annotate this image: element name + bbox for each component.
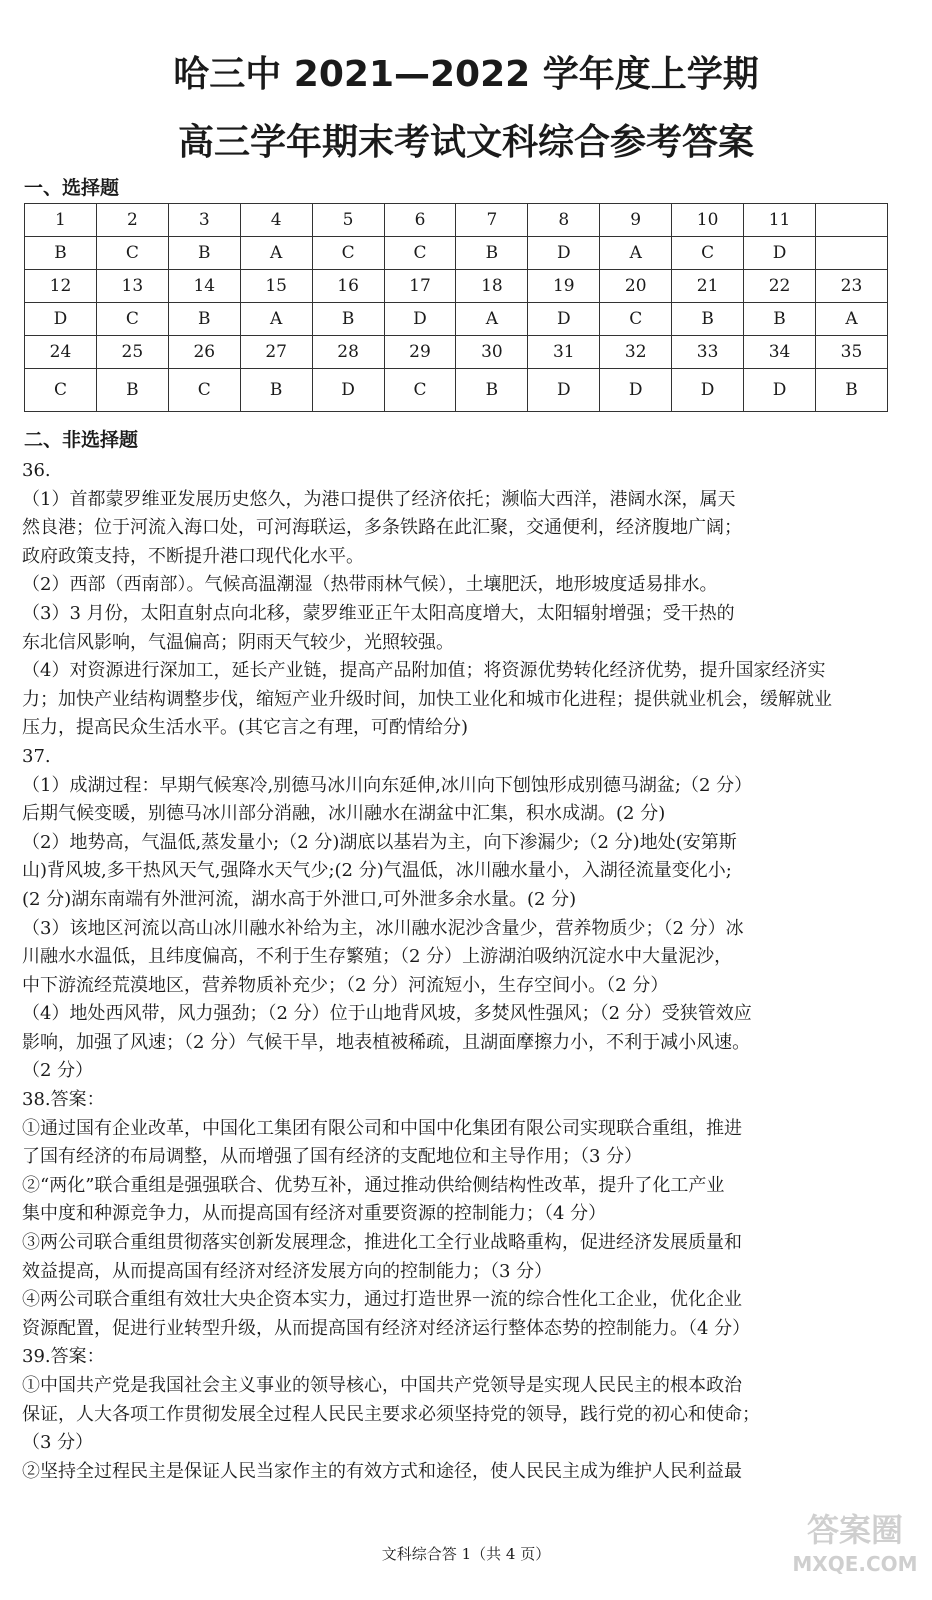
answer-cell: D [744, 369, 816, 412]
answer-text-line: （3）3 月份，太阳直射点向北移，蒙罗维亚正午太阳高度增大，太阳辐射增强；受干热的 [22, 602, 735, 624]
answer-text-line: 力；加快产业结构调整步伐，缩短产业升级时间，加快工业化和城市化进程；提供就业机会，缓解就业 [22, 688, 832, 710]
answer-text-line: （1）首都蒙罗维亚发展历史悠久，为港口提供了经济依托；濒临大西洋，港阔水深，属天 [22, 488, 736, 510]
answer-text-line: ③两公司联合重组贯彻落实创新发展理念，推进化工全行业战略重构，促进经济发展质量和 [22, 1232, 742, 1254]
answer-text-line: 东北信风影响，气温偏高；阴雨天气较少，光照较强。 [22, 631, 454, 653]
answer-text-line: ②“两化”联合重组是强强联合、优势互补，通过推动供给侧结构性改革，提升了化工产业 [22, 1174, 725, 1196]
title-line-1: 哈三中 2021—2022 学年度上学期 [173, 54, 759, 95]
answer-cell: C [168, 369, 240, 412]
question-number-cell: 8 [528, 204, 600, 237]
section-heading-nonchoice: 二、非选择题 [24, 429, 139, 451]
question-number-cell: 2 [96, 204, 168, 237]
answer-text-line: 后期气候变暖，别德马冰川部分消融，冰川融水在湖盆中汇集，积水成湖。(2 分) [22, 803, 666, 825]
question-number-cell: 10 [672, 204, 744, 237]
question-number-cell: 9 [600, 204, 672, 237]
answer-text-line: 影响，加强了风速；（2 分）气候干旱，地表植被稀疏，且湖面摩擦力小，不利于减小风速。 [22, 1031, 751, 1053]
answer-text-line: 保证，人大各项工作贯彻发展全过程人民民主要求必须坚持党的领导，践行党的初心和使命； [22, 1403, 760, 1425]
answer-cell: A [600, 237, 672, 270]
answer-cell: D [672, 369, 744, 412]
watermark-text: 答案圈 [806, 1511, 903, 1549]
answer-cell: A [456, 303, 528, 336]
answer-cell: A [815, 303, 887, 336]
answer-cell: B [672, 303, 744, 336]
question-number-cell: 35 [815, 336, 887, 369]
answer-text-line: ④两公司联合重组有效壮大央企资本实力，通过打造世界一流的综合性化工企业，优化企业 [22, 1289, 742, 1311]
question-number-cell [815, 204, 887, 237]
question-number-cell: 25 [96, 336, 168, 369]
question-number-cell: 19 [528, 270, 600, 303]
answer-cell: C [384, 369, 456, 412]
answer-text-line: ②坚持全过程民主是保证人民当家作主的有效方式和途径，使人民民主成为维护人民利益最 [22, 1460, 742, 1482]
answer-table-row [25, 303, 888, 336]
question-number-cell: 11 [744, 204, 816, 237]
answer-text-line: （4）地处西风带，风力强劲；（2 分）位于山地背风坡，多焚风性强风；（2 分）受狭管效应 [22, 1003, 752, 1025]
question-number-cell: 28 [312, 336, 384, 369]
question-number-cell: 27 [240, 336, 312, 369]
question-number-cell: 1 [25, 204, 97, 237]
answer-table-row [25, 204, 888, 237]
question-number-cell: 7 [456, 204, 528, 237]
question-number-cell: 3 [168, 204, 240, 237]
question-number-cell: 21 [672, 270, 744, 303]
question-number-cell: 4 [240, 204, 312, 237]
watermark-url: MXQE.COM [792, 1552, 918, 1576]
answer-cell: A [240, 237, 312, 270]
question-number-cell: 26 [168, 336, 240, 369]
answer-text-line: （3 分） [22, 1432, 94, 1454]
answer-cell: B [456, 369, 528, 412]
answer-text-line: ①通过国有企业改革，中国化工集团有限公司和中国中化集团有限公司实现联合重组，推进 [22, 1117, 742, 1139]
answer-cell: D [384, 303, 456, 336]
answer-cell: A [240, 303, 312, 336]
question-number-cell: 14 [168, 270, 240, 303]
answer-cell [815, 237, 887, 270]
answer-text-line: 压力，提高民众生活水平。(其它言之有理，可酌情给分) [22, 717, 469, 739]
answer-text-line: 川融水水温低，且纬度偏高，不利于生存繁殖；（2 分）上游湖泊吸纳沉淀水中大量泥沙， [22, 946, 733, 968]
answer-table-row [25, 369, 888, 412]
answer-text-line: 37. [22, 745, 51, 767]
answer-cell: B [456, 237, 528, 270]
answer-text-line: （3）该地区河流以高山冰川融水补给为主，冰川融水泥沙含量少，营养物质少；（2 分）冰 [22, 917, 744, 939]
answer-text-line: 38.答案： [22, 1089, 105, 1111]
answer-text-line: 政府政策支持，不断提升港口现代化水平。 [22, 545, 364, 567]
answer-cell: D [600, 369, 672, 412]
answer-cell: D [528, 369, 600, 412]
answer-text-line: 然良港；位于河流入海口处，可河海联运，多条铁路在此汇聚，交通便利，经济腹地广阔； [22, 517, 742, 539]
answer-text-line: （2）地势高，气温低,蒸发量小;（2 分)湖底以基岩为主，向下渗漏少;（2 分)地处(安第斯 [22, 831, 737, 853]
question-number-cell: 13 [96, 270, 168, 303]
answer-cell: D [25, 303, 97, 336]
answer-text-line: （1）成湖过程：早期气候寒冷,别德马冰川向东延伸,冰川向下刨蚀形成别德马湖盆;（2 分） [22, 774, 753, 796]
answer-text-line: ①中国共产党是我国社会主义事业的领导核心，中国共产党领导是实现人民民主的根本政治 [22, 1375, 742, 1396]
answer-cell: D [528, 303, 600, 336]
answer-cell: C [96, 237, 168, 270]
answer-cell: C [600, 303, 672, 336]
answer-table-row [25, 336, 888, 369]
answer-text-line: 39.答案： [22, 1346, 105, 1368]
answer-cell: C [384, 237, 456, 270]
answer-table-row [25, 237, 888, 270]
answer-text-line: 山)背风坡,多干热风天气,强降水天气少;(2 分)气温低，冰川融水量小，入湖径流量变化小; [22, 860, 732, 882]
title-line-2: 高三学年期末考试文科综合参考答案 [177, 122, 754, 163]
question-number-cell: 22 [744, 270, 816, 303]
question-number-cell: 31 [528, 336, 600, 369]
question-number-cell: 29 [384, 336, 456, 369]
page-footer: 文科综合答 1（共 4 页） [381, 1545, 551, 1563]
question-number-cell: 5 [312, 204, 384, 237]
question-number-cell: 23 [815, 270, 887, 303]
answer-cell: D [312, 369, 384, 412]
answer-text-line: (2 分)湖东南端有外泄河流，湖水高于外泄口,可外泄多余水量。(2 分) [22, 888, 577, 910]
watermark-logo [790, 1510, 920, 1580]
answer-cell: B [744, 303, 816, 336]
answer-text-line: 效益提高，从而提高国有经济对经济发展方向的控制能力；（3 分） [22, 1260, 553, 1282]
question-number-cell: 16 [312, 270, 384, 303]
answer-table-row [25, 270, 888, 303]
answer-cell: B [240, 369, 312, 412]
answer-cell: C [312, 237, 384, 270]
question-number-cell: 30 [456, 336, 528, 369]
answer-text-line: 36. [22, 460, 51, 481]
answer-cell: D [744, 237, 816, 270]
question-number-cell: 18 [456, 270, 528, 303]
question-number-cell: 34 [744, 336, 816, 369]
answer-cell: C [96, 303, 168, 336]
question-number-cell: 12 [25, 270, 97, 303]
answer-cell: B [815, 369, 887, 412]
answer-cell: B [96, 369, 168, 412]
question-number-cell: 20 [600, 270, 672, 303]
question-number-cell: 6 [384, 204, 456, 237]
answer-text-line: 中下游流经荒漠地区，营养物质补充少；（2 分）河流短小，生存空间小。（2 分） [22, 974, 669, 996]
answer-cell: B [312, 303, 384, 336]
answer-cell: B [25, 237, 97, 270]
answer-text-line: （2）西部（西南部）。气候高温潮湿（热带雨林气候），土壤肥沃，地形坡度适易排水。 [22, 574, 718, 596]
answer-text-line: 集中度和种源竞争力，从而提高国有经济对重要资源的控制能力；（4 分） [22, 1203, 607, 1225]
answer-body [22, 457, 892, 1486]
question-number-cell: 32 [600, 336, 672, 369]
answer-table [24, 203, 888, 412]
answer-cell: C [25, 369, 97, 412]
question-number-cell: 17 [384, 270, 456, 303]
section-heading-choice: 一、选择题 [24, 177, 120, 199]
answer-cell: C [672, 237, 744, 270]
question-number-cell: 33 [672, 336, 744, 369]
answer-cell: B [168, 237, 240, 270]
answer-text-line: 资源配置，促进行业转型升级，从而提高国有经济对经济运行整体态势的控制能力。（4 分） [22, 1317, 751, 1339]
question-number-cell: 15 [240, 270, 312, 303]
answer-text-line: （4）对资源进行深加工，延长产业链，提高产品附加值；将资源优势转化经济优势，提升国家经济实 [22, 660, 826, 682]
question-number-cell: 24 [25, 336, 97, 369]
answer-text-line: 了国有经济的布局调整，从而增强了国有经济的支配地位和主导作用；（3 分） [22, 1146, 643, 1168]
answer-cell: D [528, 237, 600, 270]
answer-text-line: （2 分） [22, 1060, 94, 1082]
answer-cell: B [168, 303, 240, 336]
